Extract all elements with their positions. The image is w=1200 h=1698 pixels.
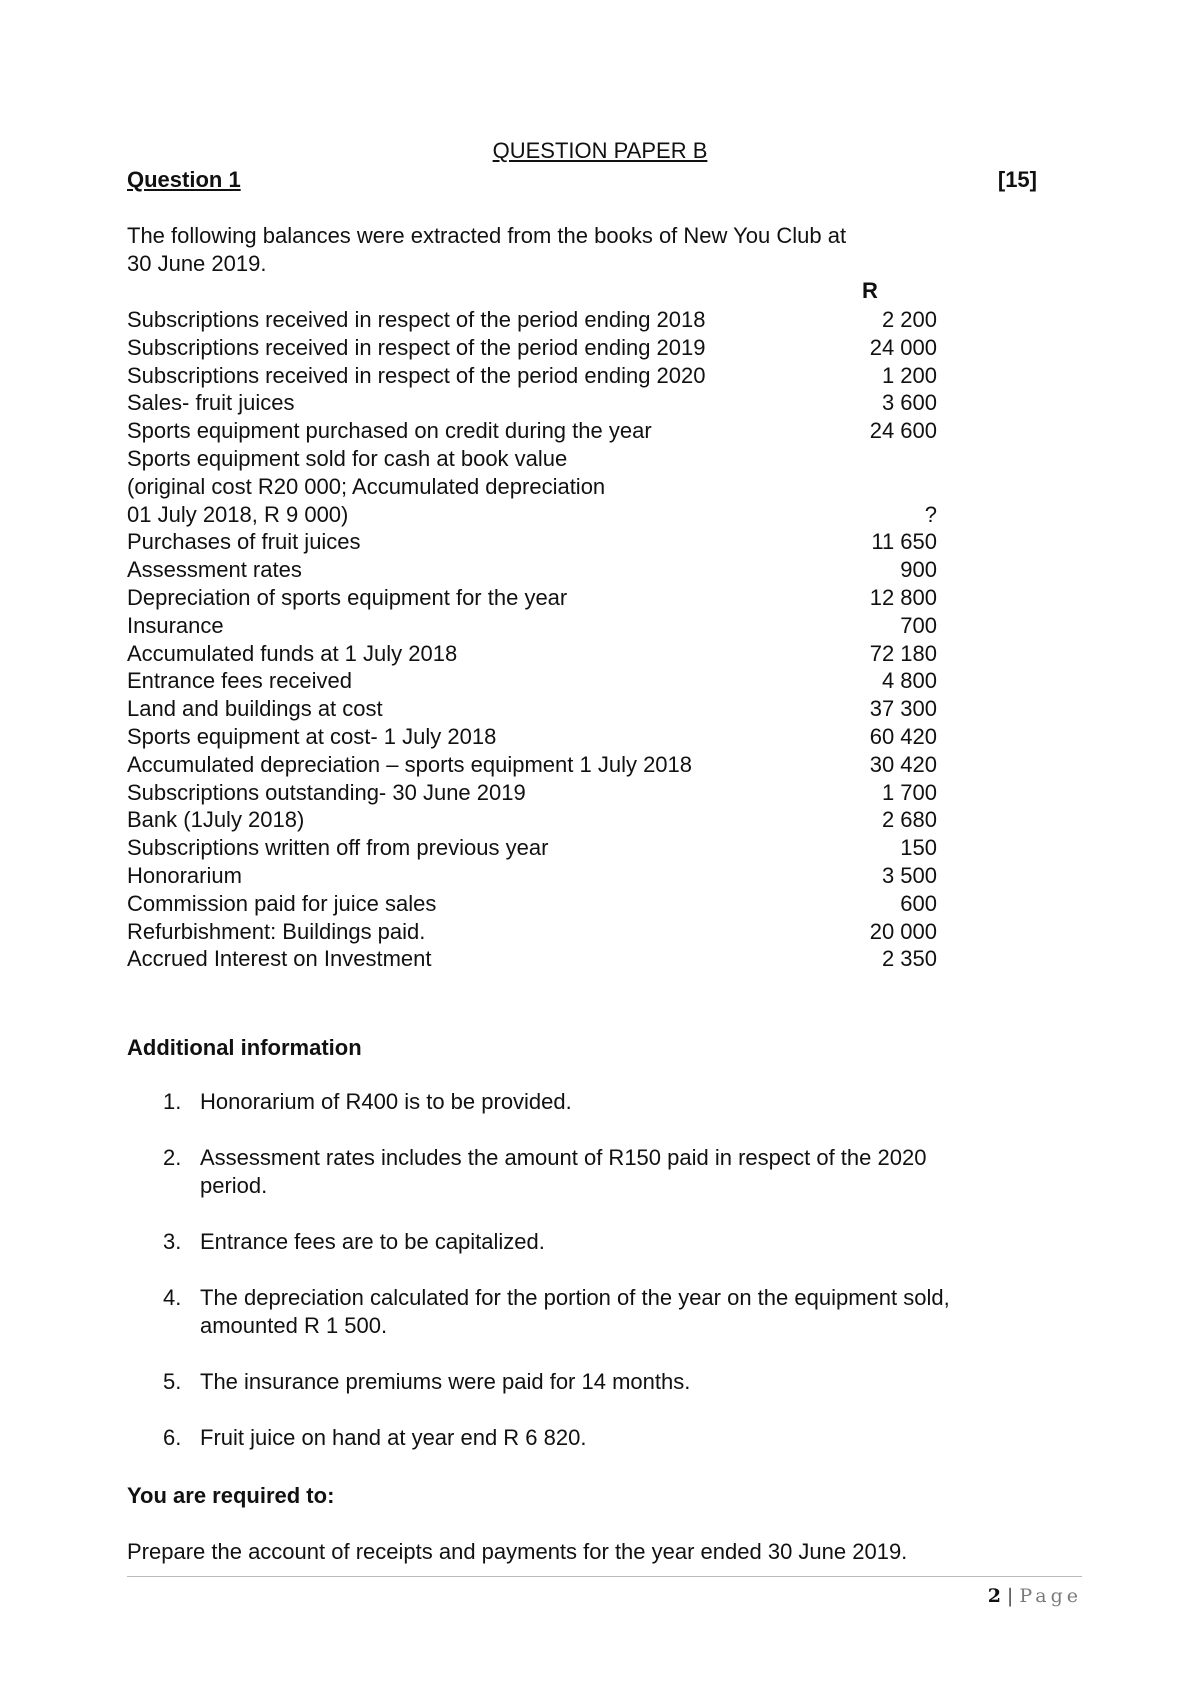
balance-description: Sports equipment at cost- 1 July 2018 — [127, 723, 497, 749]
balance-description: Accrued Interest on Investment — [127, 946, 432, 972]
paper-title: QUESTION PAPER B — [492, 138, 708, 163]
balance-amount: 12 800 — [869, 584, 937, 610]
balance-row — [127, 890, 937, 918]
item-text — [200, 1088, 1047, 1116]
item-number: 3. — [163, 1229, 182, 1254]
item-text — [200, 1368, 1047, 1396]
balance-description: Honorarium — [127, 862, 242, 888]
required-text: Prepare the account of receipts and payments for the year ended 30 June 2019. — [127, 1539, 908, 1564]
balance-row — [127, 473, 937, 501]
balance-description: Commission paid for juice sales — [127, 890, 437, 916]
balance-row — [127, 584, 937, 612]
balance-amount: 1 700 — [881, 779, 937, 805]
balance-description: Sports equipment purchased on credit during the year — [127, 418, 652, 444]
balance-amount: 700 — [900, 612, 937, 638]
intro-line: The following balances were extracted from the books of New You Club at — [127, 223, 847, 248]
balance-amount: 2 680 — [881, 807, 937, 833]
balance-description: Entrance fees received — [127, 668, 353, 694]
balance-description: 01 July 2018, R 9 000) — [127, 501, 349, 527]
balance-row — [127, 834, 937, 862]
item-text — [200, 1228, 1047, 1256]
balance-row — [127, 751, 937, 779]
balance-description: Subscriptions received in respect of the period ending 2020 — [127, 362, 706, 388]
balance-description: Assessment rates — [127, 557, 302, 583]
amount-column-header: R — [862, 278, 878, 303]
balance-amount: 4 800 — [881, 668, 937, 694]
item-number: 1. — [163, 1089, 182, 1114]
additional-info-item — [127, 1368, 1047, 1396]
balance-row — [127, 667, 937, 695]
balance-amount: 24 000 — [869, 334, 937, 360]
item-text-line: The depreciation calculated for the portion of the year on the equipment sold, — [200, 1285, 950, 1310]
item-number: 2. — [163, 1145, 182, 1170]
balance-row — [127, 501, 937, 529]
balance-amount: 2 200 — [881, 307, 937, 332]
item-text — [200, 1424, 1047, 1452]
balance-amount: 60 420 — [869, 723, 937, 749]
balance-description: Purchases of fruit juices — [127, 529, 361, 555]
balance-description: Subscriptions received in respect of the period ending 2018 — [127, 307, 706, 332]
balance-description: Land and buildings at cost — [127, 696, 383, 722]
balance-amount: 600 — [900, 890, 937, 916]
balance-amount: 11 650 — [871, 529, 937, 555]
balance-amount: 37 300 — [869, 696, 937, 722]
balance-row — [127, 417, 937, 445]
balance-description: Refurbishment: Buildings paid. — [127, 918, 426, 944]
page-label: Page — [1019, 1585, 1082, 1607]
balance-description: Sports equipment sold for cash at book value — [127, 445, 568, 471]
balance-description: Depreciation of sports equipment for the year — [127, 584, 568, 610]
balance-amount: 3 600 — [881, 390, 937, 416]
additional-info-item — [127, 1424, 1047, 1452]
question-marks: [15] — [997, 167, 1037, 192]
additional-info-item — [127, 1088, 1047, 1116]
footer-divider — [127, 1576, 1082, 1577]
additional-info-heading: Additional information — [127, 1035, 362, 1060]
balance-row — [127, 306, 937, 334]
balance-row — [127, 445, 937, 473]
item-text-line: Entrance fees are to be capitalized. — [200, 1229, 545, 1254]
balance-description: Insurance — [127, 612, 224, 638]
item-text-line: The insurance premiums were paid for 14 months. — [200, 1369, 691, 1394]
balance-row — [127, 528, 937, 556]
balance-row — [127, 695, 937, 723]
additional-info-item — [127, 1228, 1047, 1256]
question-header — [127, 167, 1037, 195]
additional-info-item — [127, 1144, 1047, 1200]
item-text-line: Assessment rates includes the amount of R150 paid in respect of the 2020 — [200, 1145, 927, 1170]
page-number: 2 — [987, 1585, 1001, 1607]
balance-row — [127, 918, 937, 946]
item-text-line: Fruit juice on hand at year end R 6 820. — [200, 1425, 587, 1450]
additional-info-list — [127, 1088, 1047, 1480]
item-text-line: period. — [200, 1173, 268, 1198]
balance-row — [127, 723, 937, 751]
balance-description: Accumulated depreciation – sports equipment 1 July 2018 — [127, 751, 693, 777]
balance-description: Accumulated funds at 1 July 2018 — [127, 640, 458, 666]
page-footer — [988, 1585, 1082, 1607]
balance-row — [127, 612, 937, 640]
item-text-line: Honorarium of R400 is to be provided. — [200, 1089, 572, 1114]
balance-row — [127, 945, 937, 973]
balance-row — [127, 556, 937, 584]
intro-line: 30 June 2019. — [127, 251, 267, 276]
balance-amount: ? — [924, 501, 937, 527]
intro-paragraph — [127, 222, 947, 278]
item-number: 6. — [163, 1425, 182, 1450]
balance-row — [127, 389, 937, 417]
balance-row — [127, 334, 937, 362]
balance-row — [127, 640, 937, 668]
balance-description: (original cost R20 000; Accumulated depreciation — [127, 473, 606, 499]
item-text-line: amounted R 1 500. — [200, 1313, 388, 1338]
balance-row — [127, 806, 937, 834]
balance-amount: 24 600 — [869, 418, 937, 444]
item-number: 4. — [163, 1285, 182, 1310]
balance-description: Subscriptions outstanding- 30 June 2019 — [127, 779, 526, 805]
balance-amount: 1 200 — [881, 362, 937, 388]
item-number: 5. — [163, 1369, 182, 1394]
balance-row — [127, 362, 937, 390]
balance-amount: 3 500 — [881, 862, 937, 888]
balances-list — [127, 306, 937, 973]
balance-description: Subscriptions written off from previous year — [127, 835, 549, 861]
balance-amount: 2 350 — [881, 946, 937, 972]
footer-separator: | — [1006, 1585, 1014, 1607]
balance-description: Subscriptions received in respect of the period ending 2019 — [127, 334, 706, 360]
balance-amount: 72 180 — [869, 640, 937, 666]
balance-row — [127, 862, 937, 890]
required-heading: You are required to: — [127, 1483, 335, 1508]
balance-amount: 20 000 — [869, 918, 937, 944]
balance-description: Sales- fruit juices — [127, 390, 295, 416]
balance-amount: 900 — [900, 557, 937, 583]
item-text — [200, 1144, 1047, 1200]
balance-amount: 150 — [900, 835, 937, 861]
balance-description: Bank (1July 2018) — [127, 807, 305, 833]
balance-amount: 30 420 — [869, 751, 937, 777]
balance-row — [127, 779, 937, 807]
item-text — [200, 1284, 1047, 1340]
additional-info-item — [127, 1284, 1047, 1340]
question-title: Question 1 — [127, 167, 241, 192]
